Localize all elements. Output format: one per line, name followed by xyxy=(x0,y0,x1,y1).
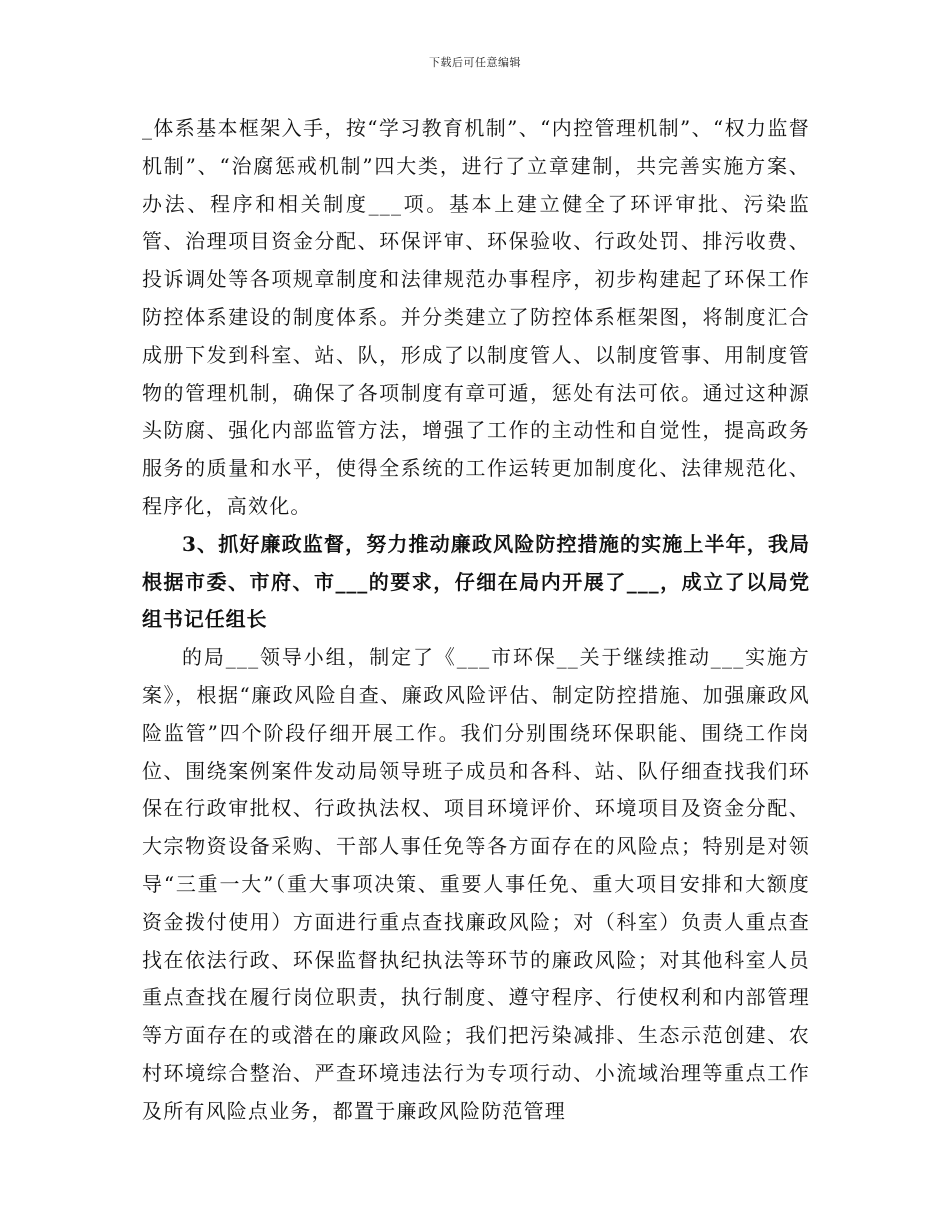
section-heading-3: 3、抓好廉政监督，努力推动廉政风险防控措施的实施上半年，我局根据市委、市府、市___的要求，仔细在局内开展了___，成立了以局党组书记任组长 xyxy=(142,531,810,632)
document-body xyxy=(142,110,810,1131)
paragraph-risk-control: 的局___领导小组，制定了《___市环保__关于继续推动___实施方案》，根据“廉政风险自查、廉政风险评估、制定防控措施、加强廉政风险监管”四个阶段仔细开展工作。我们分别围绕环保职能、围绕工作岗位、围绕案例案件发动局领导班子成员和各科、站、队仔细查找我们环保在行政审批权、行政执法权、项目环境评价、环境项目及资金分配、大宗物资设备采购、干部人事任免等各方面存在的风险点；特别是对领导“三重一大”（重大事项决策、重要人事任免、重大项目安排和大额度资金拨付使用）方面进行重点查找廉政风险；对（科室）负责人重点查找在依法行政、环保监督执纪执法等环节的廉政风险；对其他科室人员重点查找在履行岗位职责，执行制度、遵守程序、行使权利和内部管理等方面存在的或潜在的廉政风险；我们把污染减排、生态示范创建、农村环境综合整治、严查环境违法行为专项行动、小流域治理等重点工作及所有风险点业务，都置于廉政风险防范管理 xyxy=(142,645,810,1123)
page-header: 下载后可任意编辑 xyxy=(429,56,521,69)
paragraph-framework: _体系基本框架入手，按“学习教育机制”、“内控管理机制”、“权力监督机制”、“治腐惩戒机制”四大类，进行了立章建制，共完善实施方案、办法、程序和相关制度___项。基本上建立健全了环评审批、污染监管、治理项目资金分配、环保评审、环保验收、行政处罚、排污收费、投诉调处等各项规章制度和法律规范办事程序，初步构建起了环保工作防控体系建设的制度体系。并分类建立了防控体系框架图，将制度汇合成册下发到科室、站、队，形成了以制度管人、以制度管事、用制度管物的管理机制，确保了各项制度有章可遁，惩处有法可依。通过这种源头防腐、强化内部监管方法，增强了工作的主动性和自觉性，提高政务服务的质量和水平，使得全系统的工作运转更加制度化、法律规范化、程序化，高效化。 xyxy=(142,116,810,518)
